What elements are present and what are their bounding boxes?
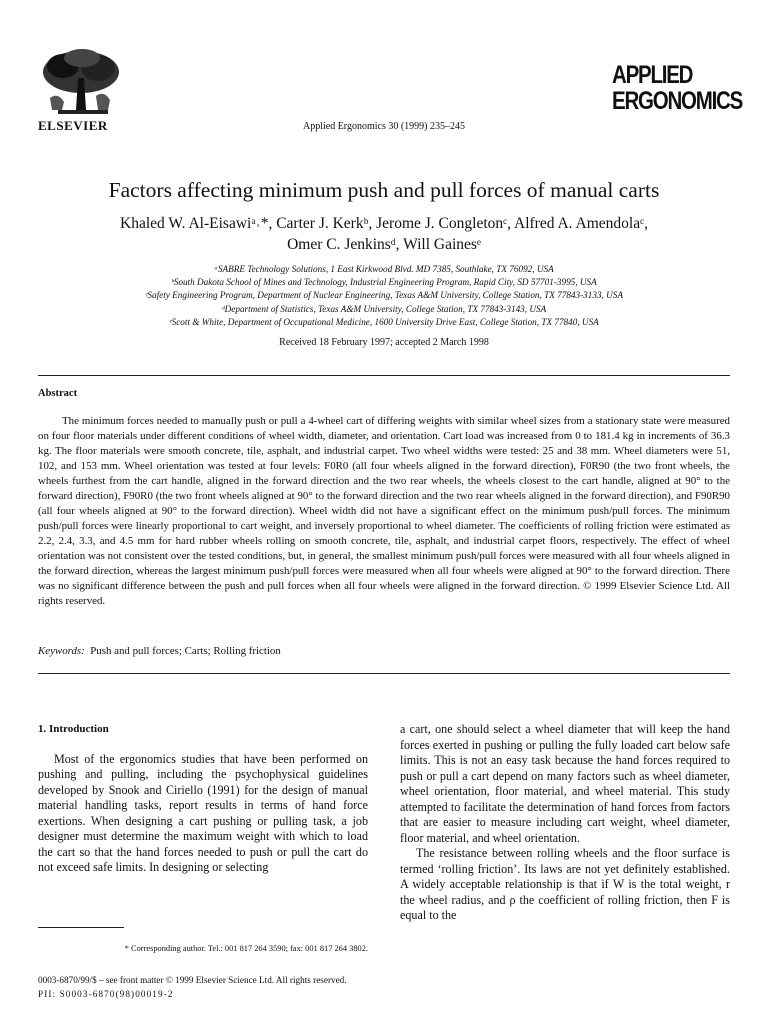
- divider-bottom: [38, 673, 730, 674]
- publisher-name: ELSEVIER: [38, 118, 108, 133]
- paper-title: Factors affecting minimum push and pull forces of manual carts: [108, 178, 660, 202]
- keywords-label: Keywords:: [38, 645, 85, 657]
- received-dates: Received 18 February 1997; accepted 2 March 1998: [279, 337, 489, 348]
- intro-paragraph-1: Most of the ergonomics studies that have been performed on pushing and pulling, including the psychophysical guidelines developed by Snook and Ciriello (1991) for the design of manual material handling tasks, report results in terms of hand force exertions. When designing a cart pushing or pulling task, a job designer must determine the maximum weight with which to load the cart so that the hand forces needed to push or pull the cart do not exceed safe limits. In designing or selecting: [38, 751, 368, 874]
- affiliations: [20, 263, 748, 329]
- author-list: [20, 213, 748, 255]
- affiliation-a: ᵃSABRE Technology Solutions, 1 East Kirkwood Blvd. MD 7385, Southlake, TX 76092, USA: [214, 264, 554, 274]
- abstract-heading: Abstract: [38, 388, 78, 399]
- copyright-line: 0003-6870/99/$ – see front matter © 1999 Elsevier Science Ltd. All rights reserved.: [38, 975, 347, 985]
- journal-brand-logo: [612, 62, 742, 114]
- authors-line-2: Omer C. Jenkinsᵈ, Will Gainesᵉ: [287, 236, 481, 253]
- divider-top: [38, 375, 730, 376]
- front-matter: [38, 973, 347, 1001]
- journal-citation: Applied Ergonomics 30 (1999) 235–245: [302, 121, 466, 132]
- brand-line-2: ERGONOMICS: [612, 87, 743, 115]
- pii-line: PII: S0003-6870(98)00019-2: [38, 989, 174, 999]
- keywords: [38, 645, 281, 657]
- elsevier-tree-logo: [38, 48, 124, 118]
- brand-line-1: APPLIED: [612, 61, 693, 89]
- intro-paragraph-3: The resistance between rolling wheels and the floor surface is termed ‘rolling friction’. Its laws are not yet definitely established. A widely acceptable relationship is that if W is the total weight, r the wheel radius, and ρ the coefficient of rolling friction, then F is equal to the: [400, 846, 730, 922]
- intro-paragraph-2: a cart, one should select a wheel diameter that will keep the hand forces exerted in pushing or pulling the fully loaded cart below safe limits. This is not an easy task because the hand forces required to push or pull a cart depend on many factors such as wheel diameter, wheel orientation, floor material, and wheel material. This study attempted to facilitate the determination of hand forces from factors that are easier to measure including cart weight, wheel diameter, floor material, and wheel orientation.: [400, 722, 730, 845]
- footnote-divider: [38, 927, 124, 928]
- affiliation-c: ᶜSafety Engineering Program, Department of Nuclear Engineering, Texas A&M University, College Station, TX 77843-3133, USA: [145, 290, 623, 301]
- authors-line-1: Khaled W. Al-Eisawiᵃ˒*, Carter J. Kerkᵇ, Jerome J. Congletonᶜ, Alfred A. Amendolaᶜ,: [120, 215, 648, 232]
- section-heading: 1. Introduction: [38, 723, 109, 735]
- corresponding-author-footnote: * Corresponding author. Tel.: 001 817 264 3590; fax: 001 817 264 3802.: [124, 944, 368, 953]
- affiliation-e: ᵉScott & White, Department of Occupational Medicine, 1600 University Drive East, College Station, TX 77840, USA: [169, 316, 599, 327]
- affiliation-b: ᵇSouth Dakota School of Mines and Technology, Industrial Engineering Program, Rapid City, SD 57701-3995, USA: [171, 277, 597, 288]
- affiliation-d: ᵈDepartment of Statistics, Texas A&M University, College Station, TX 77843-3143, USA: [221, 303, 547, 314]
- abstract-text: The minimum forces needed to manually push or pull a 4-wheel cart of differing weights with similar wheel sizes from a stationary state were measured on four floor materials under different conditions of wheel width, diameter, and orientation. Cart load was increased from 0 to 181.4 kg in increments of 36.3 kg. The floor materials were smooth concrete, tile, asphalt, and industrial carpet. Two wheel widths were tested: 25 and 38 mm. Wheel diameters were 51, 102, and 153 mm. Wheel orientation was tested at four levels: F0R0 (all four wheels aligned in the forward direction), F0R90 (the two front wheels, the wheels furthest from the cart handle, aligned in the forward direction and the two rear wheels, the wheels closest to the cart handle, aligned at 90° to the forward direction), F90R0 (the two front wheels aligned at 90° to the forward direction and the two rear wheels aligned in the forward direction), and F90R90 (all four wheels aligned at 90° to the forward direction). Wheel width did not have a significant effect on the minimum push/pull forces. The minimum push/pull forces were linearly proportional to cart weight, and inversely proportional to wheel diameter. The coefficients of rolling friction were estimated as 2.2, 2.4, 3.3, and 4.5 mm for hard rubber wheels rolling on smooth concrete, tile, asphalt, and industrial carpet floors, respectively. The effect of wheel orientation was not consistent over the tested conditions, but, in general, the smallest minimum push/pull forces were measured with all four wheels aligned in the forward direction, whereas the largest minimum push/pull forces were measured when all four wheels were aligned at 90° to the forward direction. There was no significant difference between the push and pull forces when all four wheels were aligned in the forward direction. © 1999 Elsevier Science Ltd. All rights reserved.: [38, 415, 730, 607]
- right-column: [400, 722, 730, 924]
- keywords-value: Push and pull forces; Carts; Rolling friction: [90, 645, 281, 657]
- left-column: [38, 722, 368, 876]
